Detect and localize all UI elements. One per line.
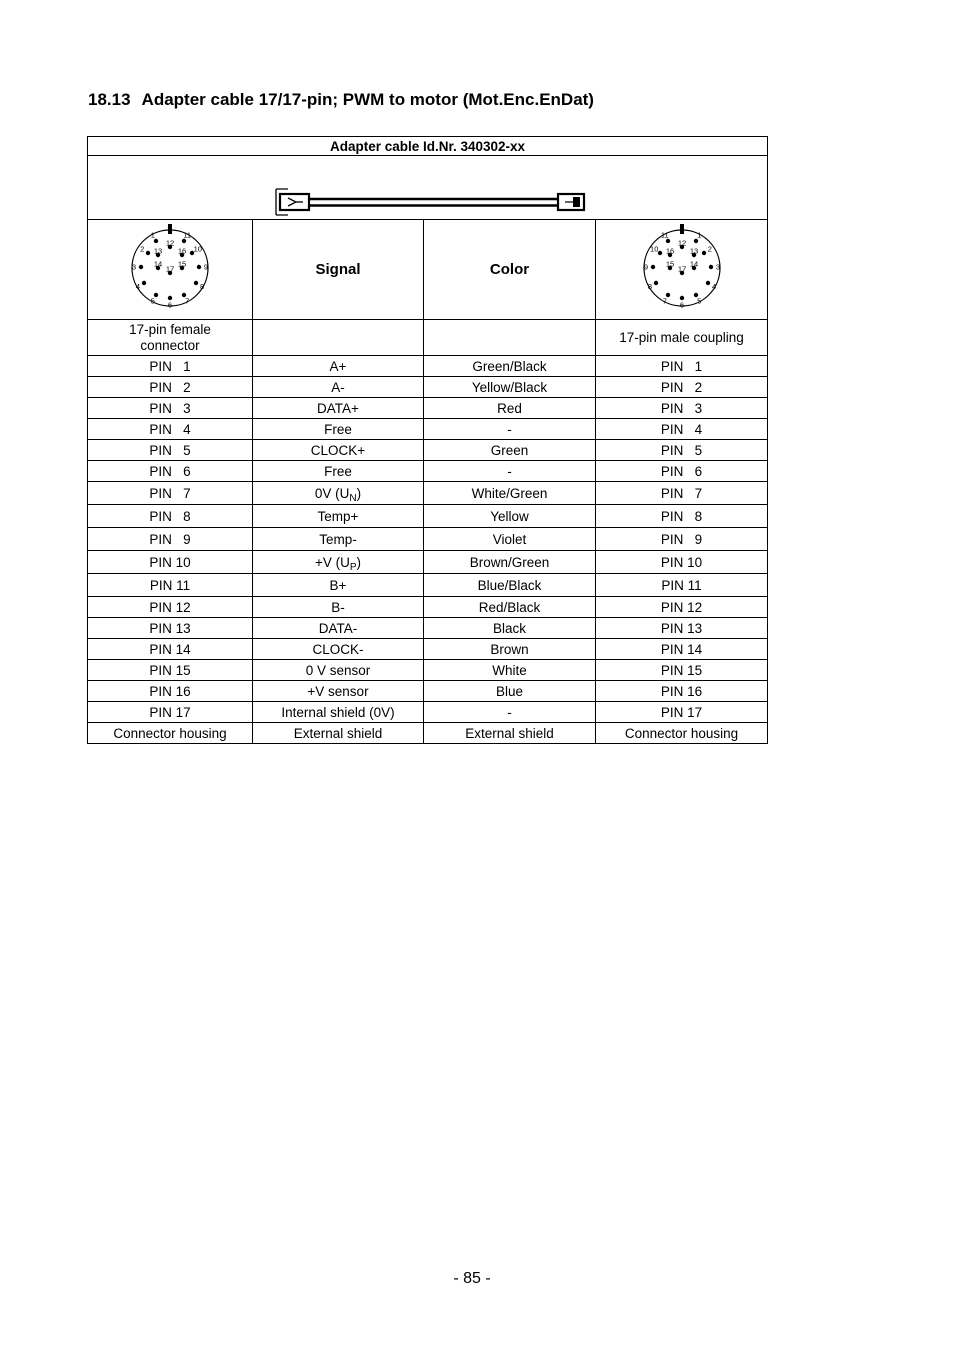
- left-pin-cell: PIN 13: [88, 618, 253, 639]
- connector-pin: [182, 239, 186, 243]
- signal-text: +V sensor: [307, 683, 369, 699]
- left-pin-cell: PIN 12: [88, 597, 253, 618]
- connector-pin-label: 6: [679, 300, 684, 310]
- right-pin-cell: PIN 5: [596, 440, 768, 461]
- signal-subheader: [253, 320, 424, 356]
- color-cell: Blue/Black: [424, 574, 596, 597]
- connector-pin-label: 13: [689, 246, 698, 256]
- connector-pin: [657, 251, 661, 255]
- table-row: [88, 660, 768, 681]
- section-title: Adapter cable 17/17-pin; PWM to motor (Mot.Enc.EnDat): [141, 90, 594, 109]
- right-pin-cell: PIN 13: [596, 618, 768, 639]
- table-row: [88, 398, 768, 419]
- right-pin-cell: PIN 12: [596, 597, 768, 618]
- cable-drawing: [89, 156, 767, 216]
- signal-cell: [253, 528, 424, 551]
- left-pin-cell: PIN 8: [88, 505, 253, 528]
- left-pin-cell: PIN 16: [88, 681, 253, 702]
- left-pin-cell: PIN 3: [88, 398, 253, 419]
- connector-pin-label: 4: [711, 281, 716, 291]
- right-connector-face-cell: [596, 220, 768, 320]
- signal-cell: [253, 440, 424, 461]
- connector-pin: [653, 281, 657, 285]
- signal-cell: [253, 639, 424, 660]
- color-cell: Red: [424, 398, 596, 419]
- left-pin-cell: PIN 4: [88, 419, 253, 440]
- color-subheader: [424, 320, 596, 356]
- connector-pin-label: 4: [135, 281, 141, 291]
- color-cell: Red/Black: [424, 597, 596, 618]
- color-cell: Black: [424, 618, 596, 639]
- color-cell: -: [424, 419, 596, 440]
- table-row: [88, 356, 768, 377]
- connector-pin: [705, 281, 709, 285]
- signal-cell: [253, 702, 424, 723]
- table-row: [88, 461, 768, 482]
- right-pin-cell: PIN 11: [596, 574, 768, 597]
- table-row: [88, 482, 768, 505]
- signal-cell: [253, 419, 424, 440]
- signal-text: B-: [331, 599, 345, 615]
- table-row: [88, 551, 768, 574]
- connector-pin: [194, 281, 198, 285]
- left-pin-cell: PIN 1: [88, 356, 253, 377]
- table-row: [88, 702, 768, 723]
- connector-pin-label: 16: [665, 246, 674, 256]
- connector-pin-label: 9: [643, 262, 648, 272]
- signal-cell: [253, 723, 424, 744]
- color-cell: -: [424, 461, 596, 482]
- connector-pin-label: 10: [649, 244, 658, 254]
- table-row: [88, 639, 768, 660]
- table-title: Adapter cable Id.Nr. 340302-xx: [88, 137, 768, 156]
- color-cell: White: [424, 660, 596, 681]
- connector-pin-label: 15: [665, 259, 674, 269]
- signal-text: External shield: [293, 725, 383, 741]
- signal-cell: [253, 482, 424, 505]
- signal-cell: [253, 505, 424, 528]
- connector-pin: [197, 265, 201, 269]
- connector-pin-label: 5: [150, 296, 155, 306]
- right-pin-cell: PIN 10: [596, 551, 768, 574]
- right-pin-cell: PIN 8: [596, 505, 768, 528]
- right-pin-cell: PIN 16: [596, 681, 768, 702]
- color-cell: White/Green: [424, 482, 596, 505]
- connector-pin: [139, 265, 143, 269]
- signal-text: DATA-: [318, 620, 358, 636]
- color-cell: Brown: [424, 639, 596, 660]
- left-pin-cell: Connector housing: [88, 723, 253, 744]
- color-cell: -: [424, 702, 596, 723]
- connector-pin: [650, 265, 654, 269]
- color-cell: Violet: [424, 528, 596, 551]
- color-cell: External shield: [424, 723, 596, 744]
- connector-pin-label: 17: [165, 264, 175, 274]
- right-pin-cell: PIN 3: [596, 398, 768, 419]
- connector-pin: [146, 251, 150, 255]
- signal-text: A+: [329, 358, 347, 374]
- connector-pin: [693, 239, 697, 243]
- signal-cell: [253, 597, 424, 618]
- connector-pin-label: 8: [199, 281, 205, 291]
- connector-pin-label: 11: [660, 230, 669, 240]
- signal-text: 0 V sensor: [305, 662, 371, 678]
- left-pin-cell: PIN 10: [88, 551, 253, 574]
- table-row: [88, 528, 768, 551]
- right-pin-cell: PIN 1: [596, 356, 768, 377]
- right-pin-cell: PIN 6: [596, 461, 768, 482]
- table-row: [88, 681, 768, 702]
- left-pin-cell: PIN 2: [88, 377, 253, 398]
- signal-text-suffix: ): [356, 554, 362, 570]
- connector-pin-label: 7: [185, 296, 190, 306]
- signal-cell: [253, 356, 424, 377]
- signal-text: Temp+: [317, 508, 359, 524]
- table-row: [88, 440, 768, 461]
- left-connector-face: [125, 223, 215, 313]
- left-pin-cell: PIN 15: [88, 660, 253, 681]
- left-connector-label: 17-pin female connector: [88, 320, 253, 356]
- right-pin-cell: PIN 7: [596, 482, 768, 505]
- table-row: [88, 723, 768, 744]
- connector-pin-label: 16: [177, 246, 187, 256]
- connector-pin-label: 17: [677, 264, 686, 274]
- left-pin-cell: PIN 11: [88, 574, 253, 597]
- signal-cell: [253, 551, 424, 574]
- connector-pin-label: 5: [696, 296, 701, 306]
- connector-pin-label: 10: [193, 244, 202, 254]
- left-pin-cell: PIN 7: [88, 482, 253, 505]
- signal-header: Signal: [253, 220, 424, 320]
- left-pin-cell: PIN 5: [88, 440, 253, 461]
- connector-pin-label: 7: [662, 296, 667, 306]
- signal-text-suffix: ): [356, 485, 362, 501]
- signal-cell: [253, 681, 424, 702]
- table-row: [88, 419, 768, 440]
- connector-pin-label: 2: [707, 244, 712, 254]
- signal-text: DATA+: [317, 400, 359, 416]
- signal-cell: [253, 618, 424, 639]
- connector-pin-label: 1: [150, 230, 155, 240]
- connector-pin: [665, 239, 669, 243]
- connector-pin-label: 11: [183, 230, 192, 240]
- connector-pin: [701, 251, 705, 255]
- left-pin-cell: PIN 17: [88, 702, 253, 723]
- pinout-table: [87, 136, 768, 744]
- connector-pin-label: 9: [203, 262, 209, 272]
- signal-text: 0V (U: [314, 485, 350, 501]
- color-header: Color: [424, 220, 596, 320]
- left-pin-cell: PIN 9: [88, 528, 253, 551]
- connector-pin-label: 3: [131, 262, 137, 272]
- connector-pin-label: 1: [696, 230, 701, 240]
- connector-pin-label: 12: [165, 238, 175, 248]
- right-pin-cell: PIN 9: [596, 528, 768, 551]
- right-pin-cell: PIN 2: [596, 377, 768, 398]
- color-cell: Blue: [424, 681, 596, 702]
- table-row: [88, 377, 768, 398]
- connector-pin-label: 8: [647, 281, 652, 291]
- right-pin-cell: PIN 4: [596, 419, 768, 440]
- left-pin-cell: PIN 14: [88, 639, 253, 660]
- right-pin-cell: PIN 15: [596, 660, 768, 681]
- color-cell: Brown/Green: [424, 551, 596, 574]
- signal-text: Internal shield (0V): [281, 704, 395, 720]
- signal-subscript: P: [349, 561, 357, 573]
- connector-pin-label: 14: [689, 259, 698, 269]
- right-connector-face: [637, 223, 727, 313]
- table-row: [88, 597, 768, 618]
- table-row: [88, 505, 768, 528]
- signal-cell: [253, 660, 424, 681]
- connector-pin: [708, 265, 712, 269]
- signal-cell: [253, 461, 424, 482]
- connector-pin-label: 2: [140, 244, 145, 254]
- table-row: [88, 574, 768, 597]
- signal-cell: [253, 398, 424, 419]
- signal-cell: [253, 574, 424, 597]
- signal-text: B+: [329, 577, 347, 593]
- connector-pin-label: 12: [677, 238, 686, 248]
- right-pin-cell: Connector housing: [596, 723, 768, 744]
- table-row: [88, 618, 768, 639]
- color-cell: Green: [424, 440, 596, 461]
- section-heading: [88, 90, 594, 110]
- left-pin-cell: PIN 6: [88, 461, 253, 482]
- signal-text: A-: [331, 379, 345, 395]
- connector-pin-label: 3: [715, 262, 720, 272]
- connector-pin-label: 13: [153, 246, 163, 256]
- signal-subscript: N: [349, 492, 357, 504]
- color-cell: Green/Black: [424, 356, 596, 377]
- cable-drawing-cell: [88, 156, 768, 220]
- left-connector-face-cell: [88, 220, 253, 320]
- signal-text: +V (U: [314, 554, 350, 570]
- section-number: 18.13: [88, 90, 131, 109]
- connector-pin-label: 6: [167, 300, 173, 310]
- signal-text: CLOCK+: [310, 442, 366, 458]
- right-connector-label: 17-pin male coupling: [596, 320, 768, 356]
- connector-pin: [154, 239, 158, 243]
- signal-text: Free: [324, 463, 352, 479]
- signal-text: Free: [324, 421, 352, 437]
- right-pin-cell: PIN 14: [596, 639, 768, 660]
- color-cell: Yellow: [424, 505, 596, 528]
- color-cell: Yellow/Black: [424, 377, 596, 398]
- connector-pin-label: 15: [177, 259, 187, 269]
- signal-text: Temp-: [319, 531, 357, 547]
- connector-pin: [142, 281, 146, 285]
- right-pin-cell: PIN 17: [596, 702, 768, 723]
- connector-pin-label: 14: [153, 259, 163, 269]
- signal-cell: [253, 377, 424, 398]
- signal-text: CLOCK-: [312, 641, 364, 657]
- page-number: - 85 -: [453, 1270, 491, 1287]
